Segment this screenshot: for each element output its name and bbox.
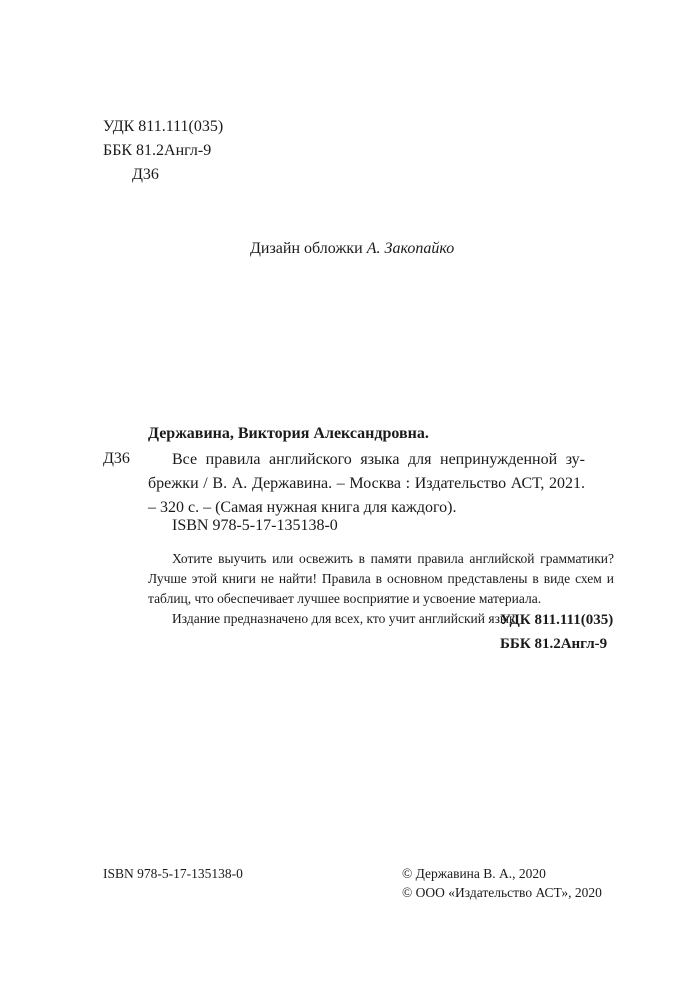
udk-code: УДК 811.111(035)	[103, 118, 224, 135]
author-mark: Д36	[132, 166, 159, 183]
cover-design-credit	[250, 240, 454, 258]
cover-designer-name: А. Закопайко	[366, 240, 455, 257]
bbk-code: ББК 81.2Англ-9	[103, 142, 212, 159]
annotation-paragraph-1: Хотите выучить или освежить в памяти правила английской грамматики? Лучше этой книги не найти! Правила в основном представлены в виде схем и таблиц, что обеспечивает лучшее восприятие и усвоение материала.	[148, 551, 614, 606]
bottom-udk-code: УДК 811.111(035)	[500, 612, 614, 628]
record-description: Все правила английского языка для непринужденной зубрежки / В. А. Державина. – Москва : Издательство АСТ, 2021. – 320 с. – (Самая нужная книга для каждого).	[148, 451, 585, 516]
record-author: Державина, Виктория Александровна.	[148, 425, 429, 442]
record-isbn: ISBN 978-5-17-135138-0	[172, 517, 338, 534]
copyright-author: © Державина В. А., 2020	[402, 866, 546, 881]
copyright-publisher: © ООО «Издательство АСТ», 2020	[402, 885, 602, 900]
footer-isbn: ISBN 978-5-17-135138-0	[103, 866, 243, 881]
bottom-bbk-code: ББК 81.2Англ-9	[500, 636, 608, 652]
annotation-paragraph-2: Издание предназначено для всех, кто учит английский язык.	[172, 611, 519, 626]
record-description-block	[148, 448, 585, 520]
cover-design-label: Дизайн обложки	[250, 240, 363, 257]
record-shelf-code: Д36	[103, 450, 130, 467]
